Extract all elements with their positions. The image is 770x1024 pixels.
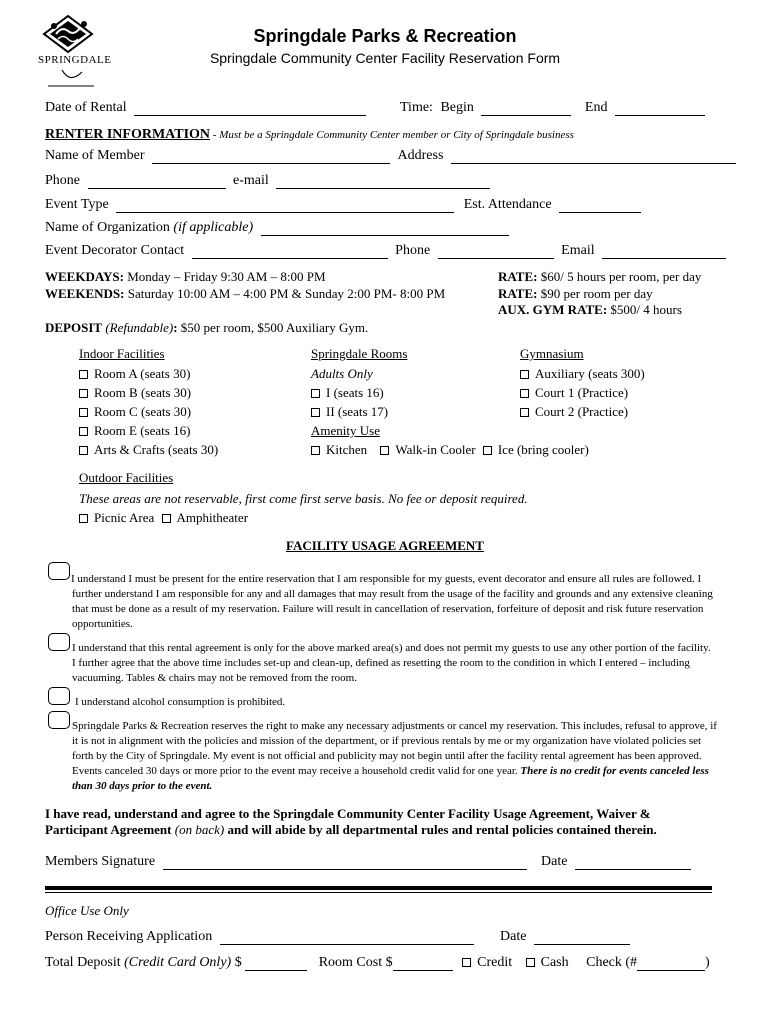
outdoor-option[interactable] [162, 510, 248, 525]
office-heading: Office Use Only [45, 903, 129, 918]
organization-field[interactable] [261, 223, 509, 236]
deposit-row [45, 955, 710, 971]
outdoor-heading: Outdoor Facilities [79, 470, 174, 485]
checkbox-icon[interactable] [79, 370, 88, 379]
indoor-option[interactable] [79, 366, 190, 382]
gym-option[interactable] [520, 404, 628, 420]
total-deposit-field[interactable] [245, 958, 307, 971]
page-title: Springdale Parks & Recreation [253, 26, 517, 46]
rental-date-field[interactable] [134, 103, 366, 116]
signature-date-label: Date [541, 854, 568, 869]
deposit-label: DEPOSIT [45, 320, 103, 335]
attendance-label: Est. Attendance [463, 197, 552, 212]
agreement-heading: FACILITY USAGE AGREEMENT [286, 538, 484, 553]
check-label: Check (# [586, 955, 638, 970]
page-subtitle: Springdale Community Center Facility Reservation Form [209, 50, 561, 66]
indoor-option-label: Room A (seats 30) [94, 366, 191, 381]
weekdays-text: Monday – Friday 9:30 AM – 8:00 PM [123, 269, 326, 284]
indoor-option[interactable] [79, 423, 190, 439]
room-cost-label: Room Cost $ [318, 955, 393, 970]
no-credit-note: There is no credit for events canceled less than 30 days prior to the event. [72, 765, 709, 792]
checkbox-icon[interactable] [520, 370, 529, 379]
rate-text-3: $500/ 4 hours [607, 302, 682, 317]
agreement-item: I understand I must be present for the entire reservation that I am responsible for my guests, event decorator and ensure all rules are followed. I further understand I am responsible for any and all damages that may result from the usage of the facility and grounds and any extensive cleaning that must be done as a result of my reservation. Failure will result in cancellation of reservation, forfeiture of deposit and risk future reservation opportunities. [71, 573, 713, 630]
receiving-field[interactable] [220, 932, 474, 945]
gym-option[interactable] [520, 366, 645, 382]
checkbox-icon[interactable] [79, 514, 88, 523]
agreement-statement [45, 806, 710, 838]
receiving-label: Person Receiving Application [45, 929, 213, 944]
deposit-note: (Refundable) [105, 320, 174, 335]
decorator-row [45, 243, 726, 259]
signature-field[interactable] [163, 857, 527, 870]
statement-note: (on back) [174, 822, 225, 837]
rate-text-1: $60/ 5 hours per room, per day [537, 269, 702, 284]
rate-line-1 [498, 269, 701, 285]
checkbox-icon[interactable] [79, 427, 88, 436]
credit-option[interactable] [462, 955, 512, 970]
initial-box[interactable] [48, 711, 70, 729]
statement-text-a: I have read, understand and agree to the Springdale Community Center Facility Usage Agreement, Waiver & Participant Agreement [45, 806, 651, 837]
organization-label: Name of Organization [45, 220, 170, 235]
email-label: e-mail [233, 173, 269, 188]
weekends-text: Saturday 10:00 AM – 4:00 PM & Sunday 2:00 PM- 8:00 PM [124, 286, 446, 301]
initial-box[interactable] [48, 687, 70, 705]
weekends-line [45, 286, 445, 302]
phone-row [45, 173, 490, 189]
event-type-field[interactable] [116, 200, 454, 213]
indoor-option-label: Room B (seats 30) [94, 385, 192, 400]
amenity-heading: Amenity Use [311, 423, 380, 438]
outdoor-row [79, 510, 248, 526]
amenity-row [311, 442, 589, 458]
office-date-row [500, 929, 630, 945]
gym-option[interactable] [520, 385, 628, 401]
indoor-option-label: Room E (seats 16) [94, 423, 191, 438]
organization-note: (if applicable) [173, 220, 254, 235]
checkbox-icon[interactable] [79, 446, 88, 455]
indoor-option[interactable] [79, 385, 191, 401]
deposit-colon: : [173, 320, 178, 335]
room-cost-field[interactable] [393, 958, 453, 971]
phone-field[interactable] [88, 176, 226, 189]
organization-row [45, 220, 509, 236]
gym-option-label: Auxiliary (seats 300) [535, 366, 645, 381]
rate-label-2: RATE: [498, 286, 538, 301]
amenity-option-label: Ice (bring cooler) [497, 442, 589, 457]
amenity-option-label: Kitchen [326, 442, 368, 457]
indoor-option[interactable] [79, 404, 191, 420]
receiving-row [45, 929, 474, 945]
agreement-item: I understand alcohol consumption is prohibited. [75, 696, 286, 708]
logo-text: SPRINGDALE [38, 54, 112, 66]
check-number-field[interactable] [637, 958, 705, 971]
agreement-item-4 [72, 719, 724, 794]
decorator-phone-field[interactable] [438, 246, 554, 259]
decorator-email-field[interactable] [602, 246, 726, 259]
weekends-label: WEEKENDS: [45, 286, 125, 301]
rental-date-row [45, 100, 366, 116]
renter-info-heading: RENTER INFORMATION [45, 127, 211, 142]
checkbox-icon[interactable] [526, 958, 535, 967]
address-label: Address [397, 148, 444, 163]
agreement-item-text: Springdale Parks & Recreation reserves the right to make any necessary adjustments or cancel my reservation. This includes, refusal to approve, if it is not in alignment with the policies and mission of the department, or if previous rentals by me or my organization have violated policies set forth by the City of Springdale. My event is not official and publicity may not begin until after the facility rental agreement has been approved. Events canceled 30 days or more prior to the event may receive a household credit valid for one year. [72, 720, 717, 777]
office-date-field[interactable] [534, 932, 630, 945]
attendance-field[interactable] [559, 200, 641, 213]
check-close: ) [705, 955, 710, 970]
renter-info-note: - Must be a Springdale Community Center member or City of Springdale business [210, 129, 574, 141]
divider-line [45, 892, 712, 893]
indoor-option-label: Arts & Crafts (seats 30) [94, 442, 219, 457]
rate-text-2: $90 per room per day [537, 286, 653, 301]
rental-date-label: Date of Rental [45, 100, 127, 115]
initial-box[interactable] [48, 562, 70, 580]
total-deposit-note: (Credit Card Only) [124, 955, 232, 970]
rate-label-1: RATE: [498, 269, 538, 284]
weekdays-label: WEEKDAYS: [45, 269, 124, 284]
event-type-label: Event Type [45, 197, 109, 212]
email-field[interactable] [276, 176, 490, 189]
amenity-option[interactable] [311, 442, 367, 457]
cash-label: Cash [540, 955, 569, 970]
begin-label: Begin [440, 100, 474, 115]
rate-line-3 [498, 302, 682, 318]
checkbox-icon[interactable] [311, 446, 320, 455]
amenity-option[interactable] [483, 442, 589, 457]
gym-option-label: Court 2 (Practice) [535, 404, 629, 419]
decorator-label: Event Decorator Contact [45, 243, 185, 258]
room-option[interactable] [311, 404, 388, 420]
agreement-item: I understand that this rental agreement is only for the above marked area(s) and does not permit my guests to use any other portion of the facility. I further agree that the above time includes set-up and clean-up, defined as resetting the room to the condition in which I entered – including vacuuming. Tables & chairs may not be removed from the room. [72, 642, 711, 684]
outdoor-option-label: Amphitheater [176, 510, 249, 525]
dollar-sign: $ [234, 955, 242, 970]
amenity-option[interactable] [380, 442, 475, 457]
gym-heading: Gymnasium [520, 346, 584, 361]
signature-date-row [541, 854, 691, 870]
begin-time-field[interactable] [481, 103, 571, 116]
room-option[interactable] [311, 385, 384, 401]
decorator-phone-label: Phone [395, 243, 431, 258]
checkbox-icon[interactable] [462, 958, 471, 967]
event-type-row [45, 197, 641, 213]
credit-label: Credit [477, 955, 513, 970]
total-deposit-label: Total Deposit [45, 955, 121, 970]
time-label: Time: [400, 100, 433, 115]
end-label: End [584, 100, 608, 115]
amenity-option-label: Walk-in Cooler [395, 442, 476, 457]
outdoor-option[interactable] [79, 510, 154, 525]
statement-text-b: and will abide by all departmental rules and rental policies contained therein. [224, 822, 657, 837]
checkbox-icon[interactable] [380, 446, 389, 455]
signature-date-field[interactable] [575, 857, 691, 870]
room-option-label: I (seats 16) [326, 385, 384, 400]
member-row [45, 148, 736, 164]
weekdays-line [45, 269, 326, 285]
checkbox-icon[interactable] [520, 389, 529, 398]
cash-option[interactable] [526, 955, 569, 970]
phone-label: Phone [45, 173, 80, 188]
checkbox-icon[interactable] [311, 408, 320, 417]
decorator-email-label: Email [561, 243, 595, 258]
checkbox-icon[interactable] [520, 408, 529, 417]
deposit-text: $50 per room, $500 Auxiliary Gym. [177, 320, 369, 335]
gym-option-label: Court 1 (Practice) [535, 385, 629, 400]
indoor-heading: Indoor Facilities [79, 346, 165, 361]
deposit-line [45, 320, 368, 336]
address-field[interactable] [451, 151, 736, 164]
member-label: Name of Member [45, 148, 145, 163]
initial-box[interactable] [48, 633, 70, 651]
rooms-subheading: Adults Only [311, 366, 373, 381]
checkbox-icon[interactable] [483, 446, 492, 455]
rate-label-3: AUX. GYM RATE: [498, 302, 608, 317]
member-name-field[interactable] [152, 151, 390, 164]
outdoor-note: These areas are not reservable, first come first serve basis. No fee or deposit required. [79, 491, 528, 506]
indoor-option-label: Room C (seats 30) [94, 404, 192, 419]
outdoor-option-label: Picnic Area [94, 510, 155, 525]
checkbox-icon[interactable] [79, 408, 88, 417]
checkbox-icon[interactable] [162, 514, 171, 523]
indoor-option[interactable] [79, 442, 218, 458]
decorator-field[interactable] [192, 246, 388, 259]
office-date-label: Date [500, 929, 527, 944]
rate-line-2 [498, 286, 653, 302]
end-time-field[interactable] [615, 103, 705, 116]
rooms-heading: Springdale Rooms [311, 346, 408, 361]
time-row [400, 100, 705, 116]
signature-label: Members Signature [45, 854, 156, 869]
signature-row [45, 854, 527, 870]
checkbox-icon[interactable] [311, 389, 320, 398]
checkbox-icon[interactable] [79, 389, 88, 398]
renter-info-heading-row [45, 125, 574, 143]
room-option-label: II (seats 17) [326, 404, 389, 419]
divider-line [45, 886, 712, 890]
